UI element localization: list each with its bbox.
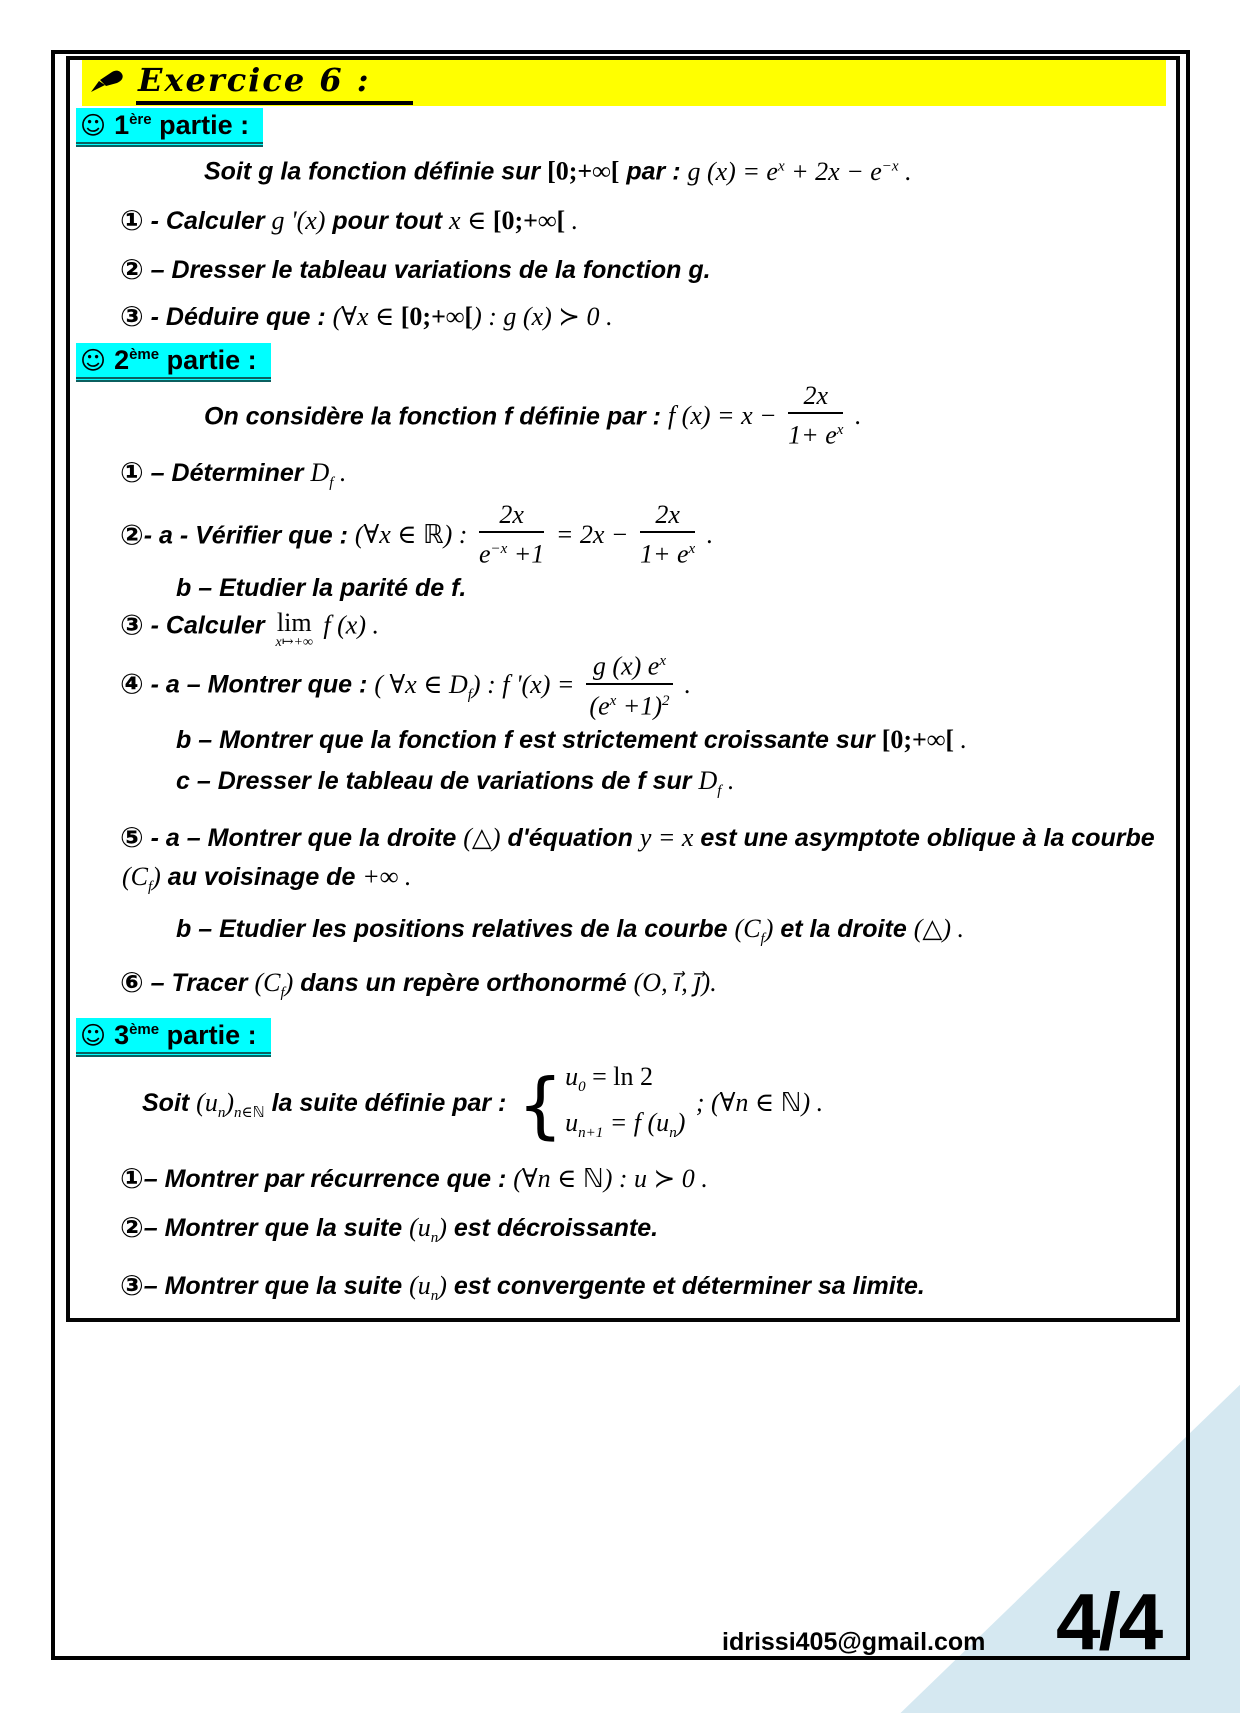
circled-1: ① (120, 456, 144, 490)
smiley-icon: ☺ (80, 1021, 107, 1051)
fraction: $\frac{g (x) e^x}{(e^x +1)^2}$ (586, 647, 673, 720)
circled-5: ⑤ (120, 820, 144, 854)
circled-3: ③ (120, 299, 144, 333)
part3-q2: ②– Montrer que la suite $(u_n)$ est décroissante. (120, 1210, 659, 1246)
part2-q4a: ④ - a – Montrer que : ( ∀x ∈ $D_f$) : f '(x) = $\frac{g (x) e^x}{(e^x +1)^2}$ . (120, 650, 1162, 723)
circled-4: ④ (120, 667, 144, 701)
fraction: $\frac{2x}{e^{-x} +1}$ (478, 499, 545, 569)
fraction: $\frac{2x}{1+ e^x}$ (788, 380, 844, 450)
circled-2: ② (120, 252, 144, 286)
exercise-title: Exercice 6 : (136, 61, 413, 105)
circled-3: ③ (120, 608, 144, 642)
part2-q6: ⑥ – Tracer $(C_f)$ dans un repère orthonormé (O, i⃗, j⃗). (120, 966, 717, 1002)
part3-intro: Soit $(u_n)_{n\in ℕ}$ la suite définie par : { $u_0 = \ln 2$ $u_{n+1} = f$ $(u_n)$ ; (∀n ∈ ℕ) . (142, 1059, 1162, 1151)
part2-q2b: b – Etudier la parité de f. (176, 574, 467, 603)
part2-q4b: b – Montrer que la fonction f est strictement croissante sur [0;+∞[ . (176, 725, 968, 755)
part1-intro: Soit g la fonction définie sur [0;+∞[ par : g $(x) = e^x + 2x - e^{-x}$ . (204, 156, 912, 186)
part2-heading (76, 343, 271, 382)
circled-1: ① (120, 203, 144, 237)
circled-1: ① (120, 1161, 144, 1195)
part3-q3: ③– Montrer que la suite $(u_n)$ est convergente et déterminer sa limite. (120, 1268, 925, 1304)
part2-intro: On considère la fonction f définie par : f (x) = x − $\frac{2x}{1+ e^x}$ . (204, 380, 862, 450)
exercise-header (82, 60, 1166, 106)
part2-q1: ① – Déterminer $D_f$ . (120, 456, 347, 492)
circled-2: ② (120, 517, 144, 551)
author-email: idrissi405@gmail.com (722, 1628, 986, 1656)
part3-heading-label: 3ème partie : (114, 1020, 257, 1051)
part2-q2a: ②- a - Vérifier que : (∀x ∈ ℝ) : $\frac{2x}{e^{-x} +1}$ = 2x − $\frac{2x}{1+ e^x}$ . (120, 499, 714, 569)
part1-q3: ③ - Déduire que : (∀x ∈ [0;+∞[) : g (x) ≻ 0 . (120, 299, 613, 333)
page-number: 4/4 (1056, 1577, 1162, 1666)
smiley-icon: ☺ (80, 111, 107, 140)
system-of-equations: { $u_0 = \ln 2$ $u_{n+1} = f$ $(u_n)$ (517, 1062, 686, 1148)
circled-6: ⑥ (120, 966, 144, 1000)
pen-icon (90, 69, 126, 95)
part1-q1: ① - Calculer g '(x) pour tout x ∈ [0;+∞[ . (120, 203, 579, 237)
part2-q5b: b – Etudier les positions relatives de la courbe $(C_f)$ et la droite (△) . (176, 913, 964, 948)
limit-notation: lim x↦+∞ (275, 608, 313, 651)
content-frame (66, 56, 1180, 1322)
part1-q2: ② – Dresser le tableau variations de la fonction g. (120, 252, 711, 286)
part2-q4c: c – Dresser le tableau de variations de f sur $D_f$ . (176, 766, 735, 800)
circled-3: ③ (120, 1268, 144, 1302)
part3-q1: ①– Montrer par récurrence que : (∀n ∈ ℕ) : u ≻ 0 . (120, 1161, 708, 1195)
part2-q5a: ⑤ - a – Montrer que la droite (△) d'équation y = x est une asymptote oblique à la courbe (120, 820, 1155, 854)
smiley-icon: ☺ (80, 345, 107, 375)
part2-q3: ③ - Calculer lim x↦+∞ f (x) . (120, 608, 380, 651)
circled-2: ② (120, 1210, 144, 1244)
part1-heading-label: 1ère partie : (114, 110, 250, 140)
part2-q5a-cont: $(C_f)$ au voisinage de +∞ . (122, 861, 412, 895)
part2-heading-label: 2ème partie : (114, 344, 257, 375)
part3-heading (76, 1018, 271, 1057)
part1-heading (76, 108, 263, 147)
fraction: $\frac{2x}{1+ e^x}$ (639, 499, 696, 569)
